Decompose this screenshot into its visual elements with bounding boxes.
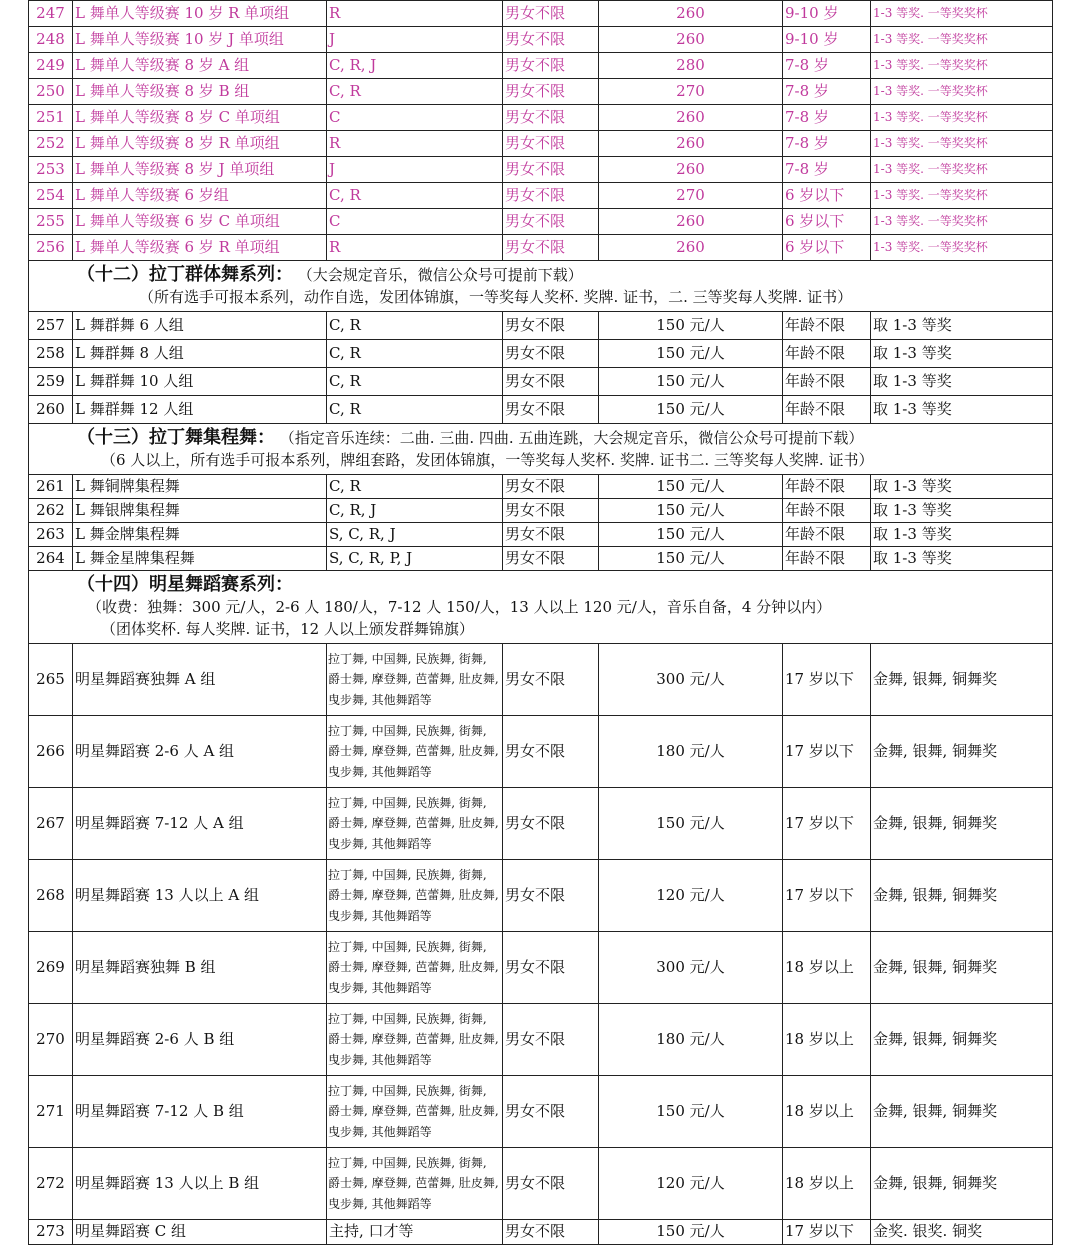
entry-fee: 180 元/人 (599, 716, 783, 788)
award-info: 取 1-3 等奖 (871, 499, 1053, 523)
event-name: L 舞金星牌集程舞 (73, 547, 327, 571)
gender-limit: 男女不限 (503, 235, 599, 261)
section-title: （十三）拉丁舞集程舞： (77, 427, 275, 448)
award-info: 1-3 等奖. 一等奖奖杯 (871, 1, 1053, 27)
age-group: 7-8 岁 (783, 157, 871, 183)
event-name: L 舞单人等级赛 8 岁 A 组 (73, 53, 327, 79)
age-group: 17 岁以下 (783, 716, 871, 788)
award-info: 金舞, 银舞, 铜舞奖 (871, 788, 1053, 860)
event-number: 259 (29, 368, 73, 396)
age-group: 年龄不限 (783, 547, 871, 571)
award-info: 1-3 等奖. 一等奖奖杯 (871, 131, 1053, 157)
section-subnote: （所有选手可报本系列，动作自选，发团体锦旗，一等奖每人奖杯. 奖牌. 证书，二. 三等奖每人奖牌. 证书） (139, 288, 853, 306)
entry-fee: 260 (599, 27, 783, 53)
gender-limit: 男女不限 (503, 499, 599, 523)
table-row (29, 1076, 1053, 1148)
event-table (28, 0, 1053, 1245)
age-group: 17 岁以下 (783, 1220, 871, 1245)
age-group: 年龄不限 (783, 368, 871, 396)
event-number: 260 (29, 396, 73, 424)
event-name: L 舞群舞 10 人组 (73, 368, 327, 396)
event-number: 256 (29, 235, 73, 261)
age-group: 6 岁以下 (783, 183, 871, 209)
gender-limit: 男女不限 (503, 27, 599, 53)
gender-limit: 男女不限 (503, 1076, 599, 1148)
gender-limit: 男女不限 (503, 788, 599, 860)
event-number: 253 (29, 157, 73, 183)
dance-list: C (327, 209, 503, 235)
entry-fee: 120 元/人 (599, 1148, 783, 1220)
award-info: 取 1-3 等奖 (871, 368, 1053, 396)
table-row (29, 932, 1053, 1004)
event-number: 254 (29, 183, 73, 209)
dance-list: J (327, 27, 503, 53)
event-name: L 舞群舞 6 人组 (73, 312, 327, 340)
table-row (29, 547, 1053, 571)
event-name: 明星舞蹈赛 13 人以上 A 组 (73, 860, 327, 932)
age-group: 18 岁以上 (783, 1148, 871, 1220)
event-name: L 舞铜牌集程舞 (73, 475, 327, 499)
entry-fee: 150 元/人 (599, 523, 783, 547)
award-info: 1-3 等奖. 一等奖奖杯 (871, 183, 1053, 209)
award-info: 1-3 等奖. 一等奖奖杯 (871, 209, 1053, 235)
section-subnote: （6 人以上，所有选手可报本系列，牌组套路，发团体锦旗，一等奖每人奖杯. 奖牌. 证书二. 三等奖每人奖牌. 证书） (101, 451, 874, 469)
gender-limit: 男女不限 (503, 157, 599, 183)
entry-fee: 300 元/人 (599, 932, 783, 1004)
table-row (29, 27, 1053, 53)
event-name: L 舞银牌集程舞 (73, 499, 327, 523)
section-14-header (29, 571, 1053, 644)
dance-list: C, R (327, 183, 503, 209)
table-row (29, 644, 1053, 716)
entry-fee: 260 (599, 105, 783, 131)
entry-fee: 150 元/人 (599, 312, 783, 340)
event-name: L 舞单人等级赛 10 岁 R 单项组 (73, 1, 327, 27)
event-name: 明星舞蹈赛 2-6 人 A 组 (73, 716, 327, 788)
table-row (29, 312, 1053, 340)
age-group: 7-8 岁 (783, 131, 871, 157)
gender-limit: 男女不限 (503, 644, 599, 716)
dance-list: R (327, 1, 503, 27)
gender-limit: 男女不限 (503, 932, 599, 1004)
age-group: 18 岁以上 (783, 932, 871, 1004)
gender-limit: 男女不限 (503, 547, 599, 571)
award-info: 1-3 等奖. 一等奖奖杯 (871, 79, 1053, 105)
entry-fee: 260 (599, 131, 783, 157)
gender-limit: 男女不限 (503, 105, 599, 131)
table-row (29, 1220, 1053, 1245)
event-name: L 舞单人等级赛 8 岁 C 单项组 (73, 105, 327, 131)
age-group: 9-10 岁 (783, 27, 871, 53)
event-name: 明星舞蹈赛独舞 B 组 (73, 932, 327, 1004)
gender-limit: 男女不限 (503, 1148, 599, 1220)
dance-list: C, R (327, 340, 503, 368)
entry-fee: 150 元/人 (599, 547, 783, 571)
event-number: 267 (29, 788, 73, 860)
dance-list: R (327, 235, 503, 261)
age-group: 年龄不限 (783, 340, 871, 368)
dance-list: C, R (327, 79, 503, 105)
table-row (29, 1, 1053, 27)
table-row (29, 131, 1053, 157)
gender-limit: 男女不限 (503, 53, 599, 79)
award-info: 取 1-3 等奖 (871, 396, 1053, 424)
entry-fee: 260 (599, 235, 783, 261)
gender-limit: 男女不限 (503, 716, 599, 788)
dance-list: R (327, 131, 503, 157)
entry-fee: 280 (599, 53, 783, 79)
entry-fee: 260 (599, 1, 783, 27)
gender-limit: 男女不限 (503, 312, 599, 340)
gender-limit: 男女不限 (503, 1004, 599, 1076)
group-dance-rows (29, 312, 1053, 424)
event-name: 明星舞蹈赛 2-6 人 B 组 (73, 1004, 327, 1076)
table-row (29, 475, 1053, 499)
section-12-header (29, 261, 1053, 312)
event-name: L 舞单人等级赛 8 岁 R 单项组 (73, 131, 327, 157)
entry-fee: 270 (599, 79, 783, 105)
table-row (29, 209, 1053, 235)
age-group: 18 岁以上 (783, 1076, 871, 1148)
medal-routine-rows (29, 475, 1053, 571)
section-13-header (29, 424, 1053, 475)
entry-fee: 270 (599, 183, 783, 209)
event-number: 272 (29, 1148, 73, 1220)
age-group: 年龄不限 (783, 523, 871, 547)
gender-limit: 男女不限 (503, 183, 599, 209)
event-name: L 舞单人等级赛 6 岁 R 单项组 (73, 235, 327, 261)
event-number: 249 (29, 53, 73, 79)
age-group: 7-8 岁 (783, 79, 871, 105)
age-group: 年龄不限 (783, 312, 871, 340)
section-note: （大会规定音乐，微信公众号可提前下载） (297, 266, 583, 284)
entry-fee: 120 元/人 (599, 860, 783, 932)
gender-limit: 男女不限 (503, 79, 599, 105)
event-number: 263 (29, 523, 73, 547)
award-info: 取 1-3 等奖 (871, 523, 1053, 547)
age-group: 年龄不限 (783, 475, 871, 499)
dance-list: 拉丁舞, 中国舞, 民族舞, 街舞, 爵士舞, 摩登舞, 芭蕾舞, 肚皮舞, 曳步舞, 其他舞蹈等 (327, 788, 503, 860)
award-info: 金奖. 银奖. 铜奖 (871, 1220, 1053, 1245)
award-info: 金舞, 银舞, 铜舞奖 (871, 644, 1053, 716)
dance-list: 拉丁舞, 中国舞, 民族舞, 街舞, 爵士舞, 摩登舞, 芭蕾舞, 肚皮舞, 曳步舞, 其他舞蹈等 (327, 1148, 503, 1220)
event-number: 270 (29, 1004, 73, 1076)
section-title: （十四）明星舞蹈赛系列： (77, 574, 293, 595)
table-row (29, 157, 1053, 183)
event-number: 262 (29, 499, 73, 523)
dance-list: 拉丁舞, 中国舞, 民族舞, 街舞, 爵士舞, 摩登舞, 芭蕾舞, 肚皮舞, 曳步舞, 其他舞蹈等 (327, 644, 503, 716)
award-info: 取 1-3 等奖 (871, 340, 1053, 368)
event-number: 265 (29, 644, 73, 716)
event-name: L 舞单人等级赛 6 岁组 (73, 183, 327, 209)
star-dance-rows (29, 644, 1053, 1245)
award-info: 金舞, 银舞, 铜舞奖 (871, 1004, 1053, 1076)
dance-list: 主持, 口才等 (327, 1220, 503, 1245)
age-group: 6 岁以下 (783, 209, 871, 235)
award-info: 取 1-3 等奖 (871, 312, 1053, 340)
table-row (29, 1148, 1053, 1220)
event-number: 255 (29, 209, 73, 235)
entry-fee: 150 元/人 (599, 396, 783, 424)
event-name: 明星舞蹈赛 7-12 人 A 组 (73, 788, 327, 860)
age-group: 7-8 岁 (783, 53, 871, 79)
event-name: L 舞单人等级赛 8 岁 J 单项组 (73, 157, 327, 183)
section-note: （指定音乐连续：二曲. 三曲. 四曲. 五曲连跳，大会规定音乐，微信公众号可提前下载） (279, 429, 864, 447)
age-group: 17 岁以下 (783, 860, 871, 932)
award-info: 金舞, 银舞, 铜舞奖 (871, 716, 1053, 788)
gender-limit: 男女不限 (503, 475, 599, 499)
event-name: L 舞群舞 12 人组 (73, 396, 327, 424)
entry-fee: 150 元/人 (599, 1220, 783, 1245)
age-group: 年龄不限 (783, 396, 871, 424)
award-info: 金舞, 银舞, 铜舞奖 (871, 860, 1053, 932)
dance-list: 拉丁舞, 中国舞, 民族舞, 街舞, 爵士舞, 摩登舞, 芭蕾舞, 肚皮舞, 曳步舞, 其他舞蹈等 (327, 932, 503, 1004)
award-info: 1-3 等奖. 一等奖奖杯 (871, 105, 1053, 131)
award-info: 1-3 等奖. 一等奖奖杯 (871, 53, 1053, 79)
gender-limit: 男女不限 (503, 860, 599, 932)
event-number: 248 (29, 27, 73, 53)
entry-fee: 150 元/人 (599, 340, 783, 368)
entry-fee: 150 元/人 (599, 499, 783, 523)
table-row (29, 1004, 1053, 1076)
dance-list: C, R (327, 368, 503, 396)
event-name: L 舞群舞 8 人组 (73, 340, 327, 368)
table-row (29, 79, 1053, 105)
gender-limit: 男女不限 (503, 131, 599, 157)
event-number: 273 (29, 1220, 73, 1245)
entry-fee: 150 元/人 (599, 1076, 783, 1148)
table-row (29, 499, 1053, 523)
event-number: 261 (29, 475, 73, 499)
age-group: 9-10 岁 (783, 1, 871, 27)
table-row (29, 716, 1053, 788)
entry-fee: 300 元/人 (599, 644, 783, 716)
gender-limit: 男女不限 (503, 1220, 599, 1245)
gender-limit: 男女不限 (503, 209, 599, 235)
section-award-note: （团体奖杯. 每人奖牌. 证书，12 人以上颁发群舞锦旗） (101, 620, 474, 638)
event-number: 269 (29, 932, 73, 1004)
award-info: 1-3 等奖. 一等奖奖杯 (871, 157, 1053, 183)
event-number: 250 (29, 79, 73, 105)
dance-list: S, C, R, J (327, 523, 503, 547)
event-name: 明星舞蹈赛 7-12 人 B 组 (73, 1076, 327, 1148)
age-group: 17 岁以下 (783, 788, 871, 860)
event-name: L 舞单人等级赛 6 岁 C 单项组 (73, 209, 327, 235)
award-info: 1-3 等奖. 一等奖奖杯 (871, 235, 1053, 261)
dance-list: C, R, J (327, 53, 503, 79)
entry-fee: 260 (599, 209, 783, 235)
table-row (29, 183, 1053, 209)
entry-fee: 150 元/人 (599, 788, 783, 860)
age-group: 年龄不限 (783, 499, 871, 523)
award-info: 金舞, 银舞, 铜舞奖 (871, 1148, 1053, 1220)
dance-list: C, R (327, 475, 503, 499)
event-number: 258 (29, 340, 73, 368)
award-info: 1-3 等奖. 一等奖奖杯 (871, 27, 1053, 53)
competition-schedule (28, 0, 1052, 1245)
gender-limit: 男女不限 (503, 368, 599, 396)
age-group: 17 岁以下 (783, 644, 871, 716)
age-group: 6 岁以下 (783, 235, 871, 261)
dance-list: 拉丁舞, 中国舞, 民族舞, 街舞, 爵士舞, 摩登舞, 芭蕾舞, 肚皮舞, 曳步舞, 其他舞蹈等 (327, 860, 503, 932)
dance-list: 拉丁舞, 中国舞, 民族舞, 街舞, 爵士舞, 摩登舞, 芭蕾舞, 肚皮舞, 曳步舞, 其他舞蹈等 (327, 1004, 503, 1076)
table-row (29, 860, 1053, 932)
dance-list: S, C, R, P, J (327, 547, 503, 571)
dance-list: C, R, J (327, 499, 503, 523)
dance-list: 拉丁舞, 中国舞, 民族舞, 街舞, 爵士舞, 摩登舞, 芭蕾舞, 肚皮舞, 曳步舞, 其他舞蹈等 (327, 1076, 503, 1148)
event-name: L 舞金牌集程舞 (73, 523, 327, 547)
event-name: 明星舞蹈赛 C 组 (73, 1220, 327, 1245)
award-info: 金舞, 银舞, 铜舞奖 (871, 1076, 1053, 1148)
event-number: 264 (29, 547, 73, 571)
entry-fee: 180 元/人 (599, 1004, 783, 1076)
dance-list: C, R (327, 396, 503, 424)
award-info: 取 1-3 等奖 (871, 475, 1053, 499)
award-info: 金舞, 银舞, 铜舞奖 (871, 932, 1053, 1004)
dance-list: C (327, 105, 503, 131)
entry-fee: 260 (599, 157, 783, 183)
dance-list: 拉丁舞, 中国舞, 民族舞, 街舞, 爵士舞, 摩登舞, 芭蕾舞, 肚皮舞, 曳步舞, 其他舞蹈等 (327, 716, 503, 788)
age-group: 7-8 岁 (783, 105, 871, 131)
table-row (29, 340, 1053, 368)
dance-list: C, R (327, 312, 503, 340)
event-number: 257 (29, 312, 73, 340)
table-row (29, 788, 1053, 860)
event-number: 252 (29, 131, 73, 157)
entry-fee: 150 元/人 (599, 368, 783, 396)
event-name: 明星舞蹈赛 13 人以上 B 组 (73, 1148, 327, 1220)
table-row (29, 235, 1053, 261)
event-number: 247 (29, 1, 73, 27)
table-row (29, 53, 1053, 79)
gender-limit: 男女不限 (503, 340, 599, 368)
section-fee-note: （收费：独舞：300 元/人，2-6 人 180/人，7-12 人 150/人，13 人以上 120 元/人，音乐自备，4 分钟以内） (87, 598, 832, 616)
event-number: 251 (29, 105, 73, 131)
grade-singles-rows (29, 1, 1053, 261)
event-name: L 舞单人等级赛 10 岁 J 单项组 (73, 27, 327, 53)
gender-limit: 男女不限 (503, 523, 599, 547)
entry-fee: 150 元/人 (599, 475, 783, 499)
event-name: 明星舞蹈赛独舞 A 组 (73, 644, 327, 716)
table-row (29, 105, 1053, 131)
event-number: 266 (29, 716, 73, 788)
dance-list: J (327, 157, 503, 183)
event-number: 271 (29, 1076, 73, 1148)
age-group: 18 岁以上 (783, 1004, 871, 1076)
section-title: （十二）拉丁群体舞系列： (77, 264, 293, 285)
table-row (29, 368, 1053, 396)
gender-limit: 男女不限 (503, 396, 599, 424)
award-info: 取 1-3 等奖 (871, 547, 1053, 571)
table-row (29, 523, 1053, 547)
event-name: L 舞单人等级赛 8 岁 B 组 (73, 79, 327, 105)
table-row (29, 396, 1053, 424)
event-number: 268 (29, 860, 73, 932)
gender-limit: 男女不限 (503, 1, 599, 27)
